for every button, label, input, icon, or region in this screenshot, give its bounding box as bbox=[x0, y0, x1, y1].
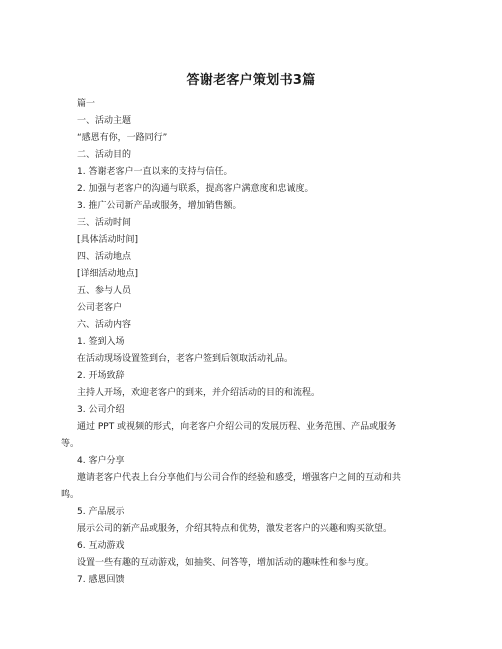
content-item-7-heading: 7. 感恩回馈 bbox=[77, 575, 125, 585]
content-item-6-heading: 6. 互动游戏 bbox=[77, 541, 125, 551]
heading-purpose: 二、活动目的 bbox=[77, 150, 132, 160]
content-item-4-body-continued: 鸣。 bbox=[61, 490, 80, 500]
section-label-pian1: 篇一 bbox=[77, 99, 96, 109]
content-item-3-heading: 3. 公司介绍 bbox=[77, 405, 125, 415]
heading-location: 四、活动地点 bbox=[77, 252, 132, 262]
purpose-item-1: 1. 答谢老客户一直以来的支持与信任。 bbox=[77, 167, 233, 177]
content-item-1-heading: 1. 签到入场 bbox=[77, 337, 125, 347]
purpose-item-2: 2. 加强与老客户的沟通与联系，提高客户满意度和忠诚度。 bbox=[77, 184, 314, 194]
time-text: [具体活动时间] bbox=[77, 235, 139, 245]
purpose-item-3: 3. 推广公司新产品或服务，增加销售额。 bbox=[77, 201, 242, 211]
content-item-5-heading: 5. 产品展示 bbox=[77, 507, 125, 517]
content-item-5-body: 展示公司的新产品或服务，介绍其特点和优势，激发老客户的兴趣和购买欲望。 bbox=[77, 524, 393, 534]
content-item-1-body: 在活动现场设置签到台，老客户签到后领取活动礼品。 bbox=[77, 354, 294, 364]
heading-time: 三、活动时间 bbox=[77, 218, 132, 228]
content-item-4-body: 邀请老客户代表上台分享他们与公司合作的经验和感受，增强客户之间的互动和共 bbox=[77, 473, 402, 483]
content-item-3-body: 通过 PPT 或视频的形式，向老客户介绍公司的发展历程、业务范围、产品或服务 bbox=[77, 422, 397, 432]
document-title: 答谢老客户策划书3篇 bbox=[186, 73, 316, 88]
content-item-6-body: 设置一些有趣的互动游戏，如抽奖、问答等，增加活动的趣味性和参与度。 bbox=[77, 558, 375, 568]
heading-participants: 五、参与人员 bbox=[77, 286, 132, 296]
heading-content: 六、活动内容 bbox=[77, 320, 132, 330]
location-text: [详细活动地点] bbox=[77, 269, 139, 279]
theme-text: “感恩有你，一路同行” bbox=[77, 133, 168, 143]
content-item-2-body: 主持人开场，欢迎老客户的到来，并介绍活动的目的和流程。 bbox=[77, 388, 321, 398]
content-item-3-body-continued: 等。 bbox=[61, 439, 80, 449]
content-item-4-heading: 4. 客户分享 bbox=[77, 456, 125, 466]
content-item-2-heading: 2. 开场致辞 bbox=[77, 371, 125, 381]
heading-theme: 一、活动主题 bbox=[77, 116, 132, 126]
participants-text: 公司老客户 bbox=[77, 303, 123, 313]
